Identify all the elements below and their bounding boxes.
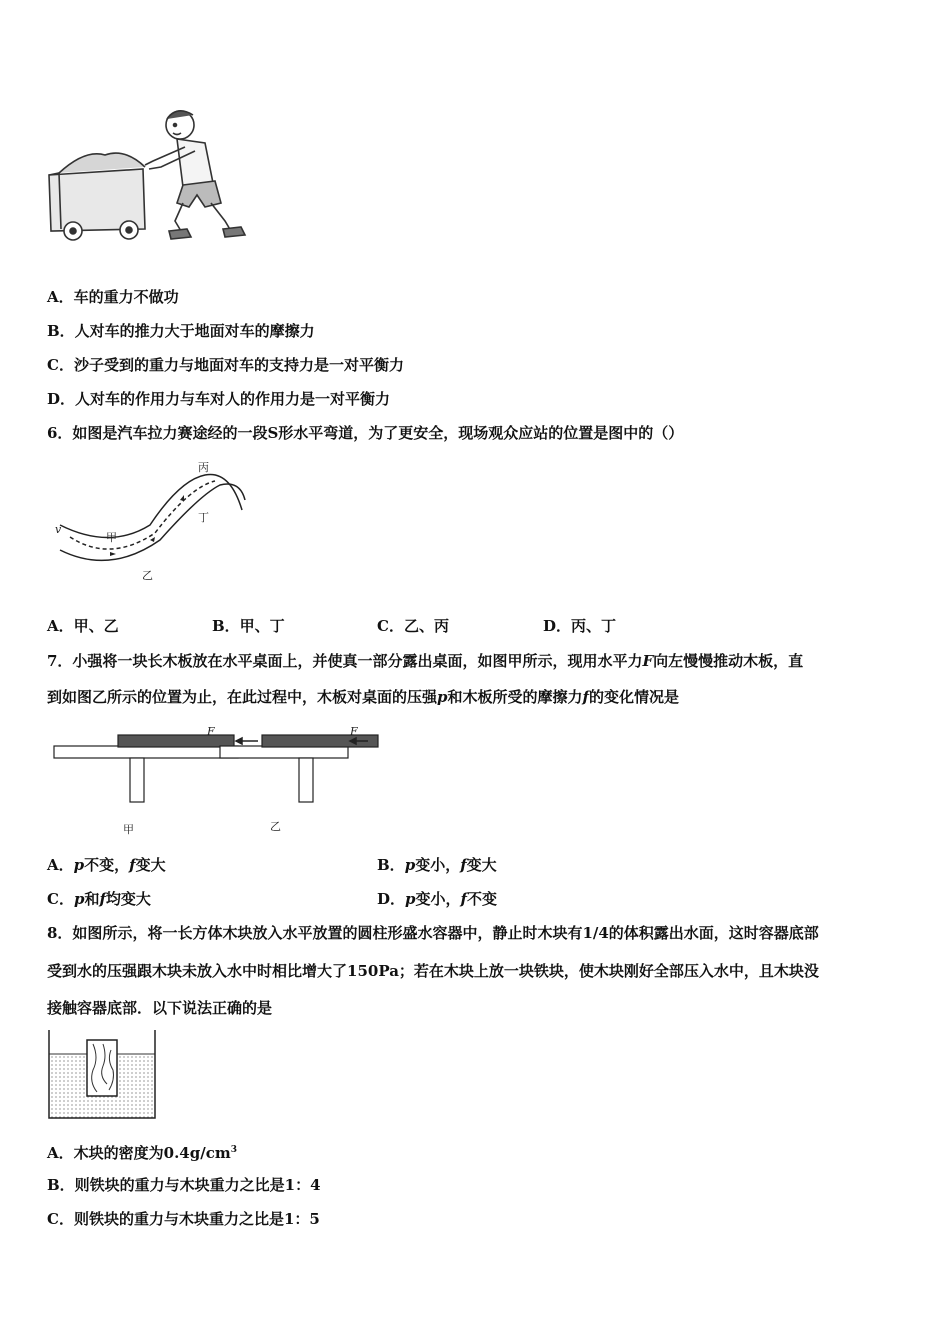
s-curve-road-figure bbox=[50, 455, 250, 585]
right-table-leg bbox=[299, 758, 313, 802]
q8-a-text: A．木块的密度为0.4g/cm bbox=[47, 1144, 231, 1162]
road-inner-edge bbox=[60, 474, 242, 537]
left-force-label: F bbox=[207, 725, 215, 738]
q6-option-d: D．丙、丁 bbox=[543, 617, 617, 635]
q8-option-b: B．则铁块的重力与木块重力之比是1：4 bbox=[47, 1176, 321, 1194]
vehicle-path bbox=[70, 481, 215, 549]
q8-stem-line1: 8．如图所示，将一长方体木块放入水平放置的圆柱形盛水容器中，静止时木块有1/4的体积露出水面，这时容器底部 bbox=[47, 924, 819, 942]
q5-option-c: C．沙子受到的重力与地面对车的支持力是一对平衡力 bbox=[47, 356, 404, 374]
q7-a-text1: 不变， bbox=[84, 856, 130, 874]
q7-b-letter: B． bbox=[377, 856, 405, 874]
label-jia: 甲 bbox=[106, 531, 117, 544]
q7-a-var1: p bbox=[73, 856, 85, 874]
label-jia-fig: 甲 bbox=[123, 823, 134, 836]
q7-a-text2: 变大 bbox=[135, 856, 166, 874]
q7-stem2-p: p bbox=[437, 688, 448, 706]
q8-option-c: C．则铁块的重力与木块重力之比是1：5 bbox=[47, 1210, 320, 1228]
q7-a-letter: A． bbox=[47, 856, 74, 874]
q6-option-c: C．乙、丙 bbox=[377, 617, 449, 635]
q7-d-var1: p bbox=[405, 890, 416, 908]
right-force-label: F bbox=[350, 725, 358, 738]
label-yi: 乙 bbox=[142, 569, 153, 582]
q7-option-d bbox=[377, 889, 497, 909]
q8-a-sup: 3 bbox=[230, 1145, 237, 1155]
table-board-figure bbox=[50, 722, 380, 840]
q5-option-d: D．人对车的作用力与车对人的作用力是一对平衡力 bbox=[47, 390, 391, 408]
q7-stem2-f: f bbox=[582, 688, 589, 706]
q7-stem2-b: 和木板所受的摩擦力 bbox=[447, 688, 583, 706]
label-v: v bbox=[55, 523, 62, 536]
q7-option-a bbox=[47, 855, 166, 875]
q7-stem1-var: F bbox=[642, 652, 654, 670]
q7-c-var1: p bbox=[73, 890, 85, 908]
q8-stem-line3: 接触容器底部．以下说法正确的是 bbox=[47, 999, 273, 1017]
q7-stem1-prefix: 7．小强将一块长木板放在水平桌面上，并使真一部分露出桌面，如图甲所示，现用水平力 bbox=[47, 652, 643, 670]
label-yi-fig: 乙 bbox=[270, 820, 281, 833]
q7-a-var2: f bbox=[129, 856, 136, 874]
q7-b-text1: 变小， bbox=[415, 856, 461, 874]
right-table-top bbox=[220, 746, 348, 758]
left-board bbox=[118, 735, 234, 747]
q5-option-b: B．人对车的推力大于地面对车的摩擦力 bbox=[47, 322, 315, 340]
left-table-leg bbox=[130, 758, 144, 802]
q7-b-text2: 变大 bbox=[466, 856, 497, 874]
q7-c-text1: 和 bbox=[84, 890, 100, 908]
q7-option-c bbox=[47, 889, 151, 909]
q7-d-text2: 不变 bbox=[466, 890, 497, 908]
label-ding: 丁 bbox=[198, 511, 209, 524]
container-wood-block-figure bbox=[47, 1028, 159, 1122]
q6-option-a: A．甲、乙 bbox=[47, 617, 119, 635]
q7-c-text2: 均变大 bbox=[105, 890, 151, 908]
q7-stem2-a: 到如图乙所示的位置为止，在此过程中，木板对桌面的压强 bbox=[47, 688, 438, 706]
q7-stem-line2 bbox=[47, 687, 679, 707]
q8-stem-line2: 受到水的压强跟木块未放入水中时相比增大了150Pa；若在木块上放一块铁块，使木块刚好全部压入水中，且木块没 bbox=[47, 962, 819, 980]
q7-c-var2: f bbox=[99, 890, 106, 908]
q6-stem: 6．如图是汽车拉力赛途经的一段S形水平弯道，为了更安全，现场观众应站的位置是图中的（） bbox=[47, 424, 684, 442]
q7-c-letter: C． bbox=[47, 890, 74, 908]
q6-option-b: B．甲、丁 bbox=[212, 617, 285, 635]
q7-d-letter: D． bbox=[377, 890, 406, 908]
left-table-top bbox=[54, 746, 238, 758]
q7-d-text1: 变小， bbox=[415, 890, 461, 908]
q7-option-b bbox=[377, 855, 497, 875]
q7-stem1-suffix: 向左慢慢推动木板，直 bbox=[653, 652, 804, 670]
q7-b-var2: f bbox=[460, 856, 467, 874]
q7-stem2-c: 的变化情况是 bbox=[588, 688, 679, 706]
q7-stem-line1 bbox=[47, 651, 803, 671]
q7-b-var1: p bbox=[404, 856, 416, 874]
label-bing: 丙 bbox=[198, 461, 209, 474]
q7-d-var2: f bbox=[460, 890, 467, 908]
q8-option-a bbox=[47, 1140, 237, 1163]
boy-pushing-cart-figure bbox=[45, 103, 250, 248]
q5-option-a: A．车的重力不做功 bbox=[47, 288, 179, 306]
